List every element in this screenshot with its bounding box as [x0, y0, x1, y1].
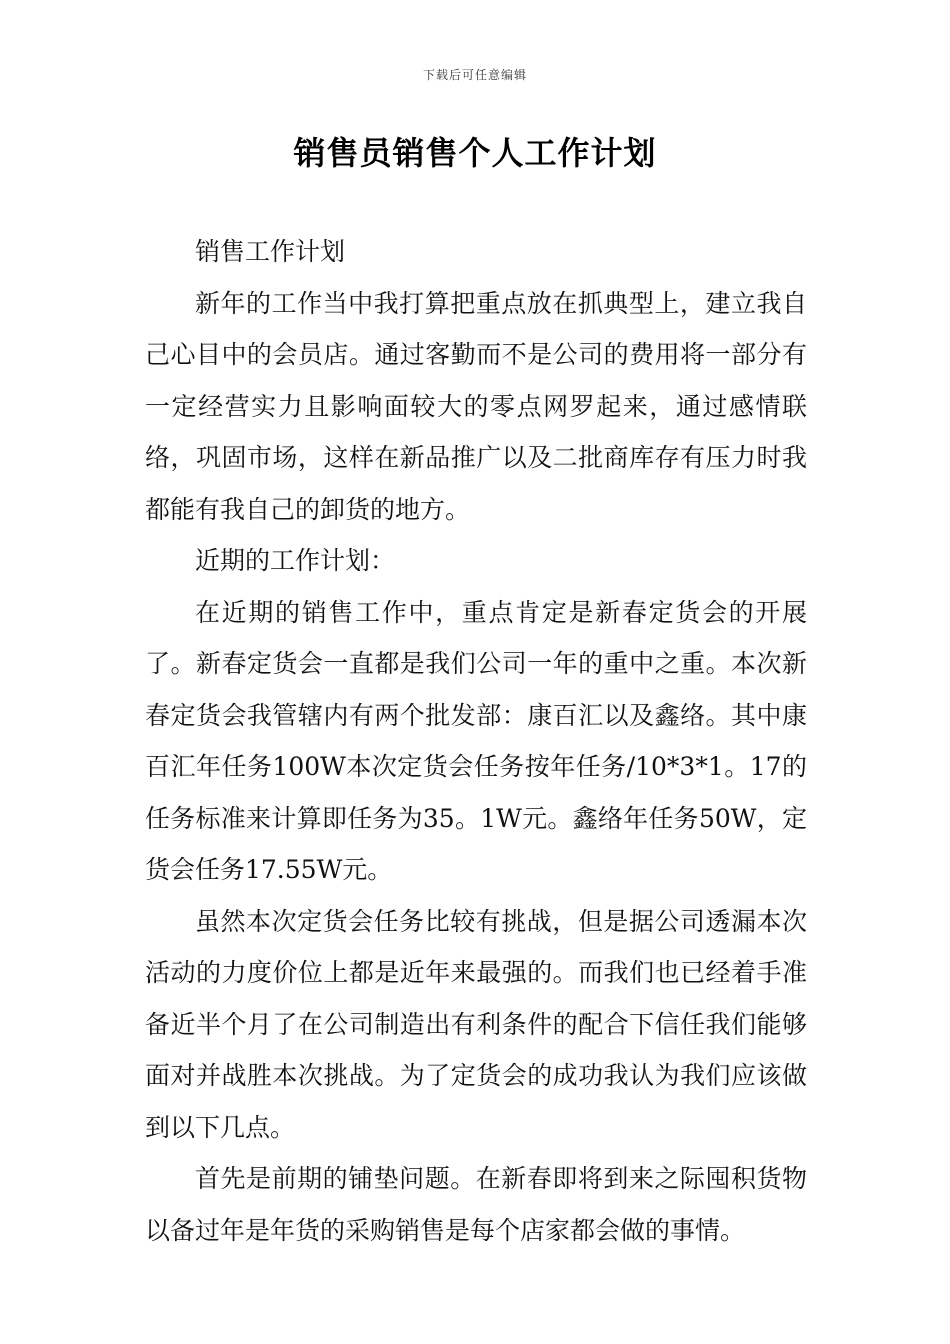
document-body	[145, 226, 807, 1256]
section-heading-recent-plan: 近期的工作计划：	[195, 546, 396, 575]
header-note: 下载后可任意编辑	[422, 68, 527, 82]
section-heading-sales-plan: 销售工作计划	[195, 237, 346, 266]
paragraph-order-meeting: 在近期的销售工作中，重点肯定是新春定货会的开展了。新春定货会一直都是我们公司一年的重中之重。本次新春定货会我管辖内有两个批发部：康百汇以及鑫络。其中康百汇年任务100W本次定货会任务按年任务/10*3*1。17的任务标准来计算即任务为35。1W元。鑫络年任务50W，定货会任务17.55W元。	[145, 597, 807, 884]
paragraph-challenge: 虽然本次定货会任务比较有挑战，但是据公司透漏本次活动的力度价位上都是近年来最强的。而我们也已经着手准备近半个月了在公司制造出有利条件的配合下信任我们能够面对并战胜本次挑战。为了定货会的成功我认为我们应该做到以下几点。	[145, 906, 807, 1142]
document-title: 销售员销售个人工作计划	[293, 134, 657, 172]
paragraph-new-year-plan: 新年的工作当中我打算把重点放在抓典型上，建立我自己心目中的会员店。通过客勤而不是公司的费用将一部分有一定经营实力且影响面较大的零点网罗起来，通过感情联络，巩固市场，这样在新品推广以及二批商库存有压力时我都能有我自己的卸货的地方。	[145, 288, 807, 524]
paragraph-groundwork: 首先是前期的铺垫问题。在新春即将到来之际囤积货物以备过年是年货的采购销售是每个店家都会做的事情。	[145, 1164, 807, 1245]
